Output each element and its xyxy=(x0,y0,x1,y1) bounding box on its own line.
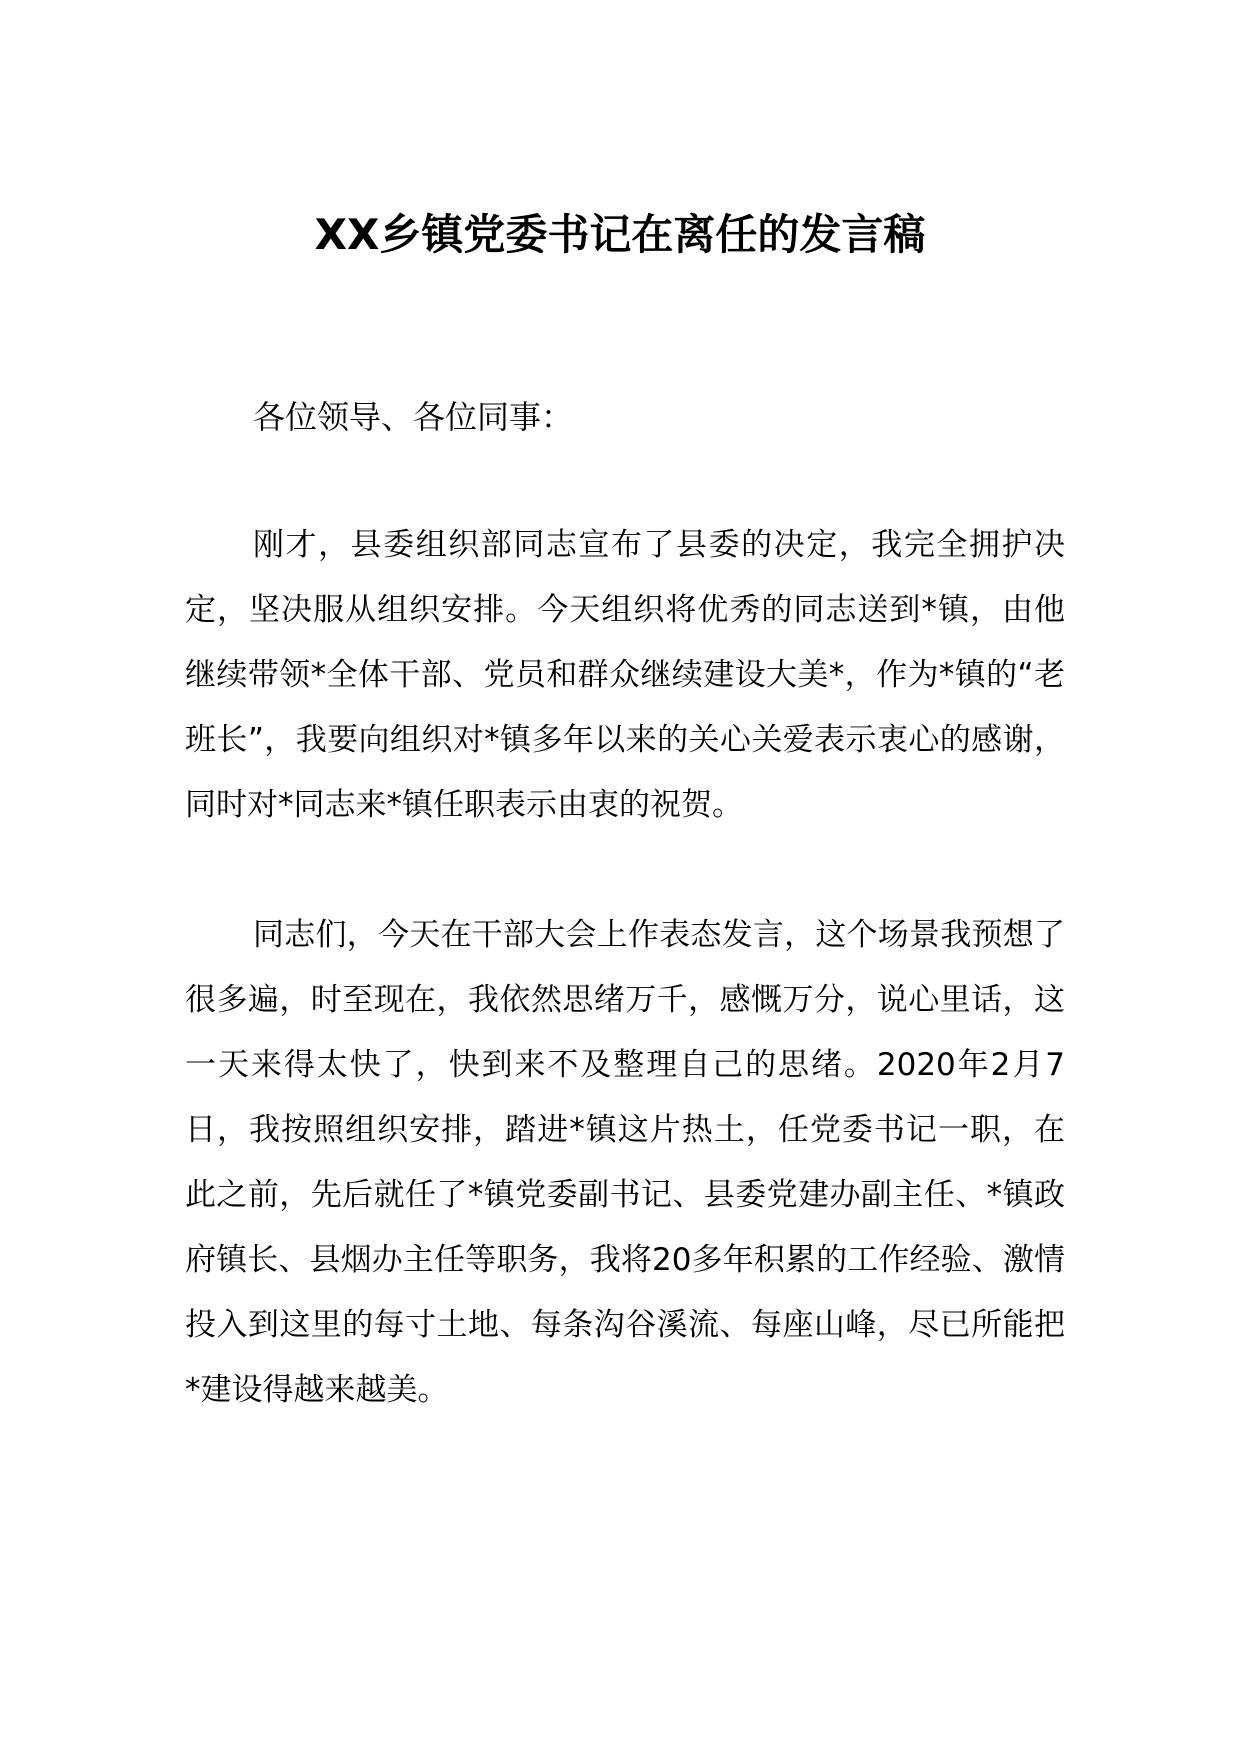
document-body xyxy=(185,385,1065,1423)
paragraph-1: 刚才，县委组织部同志宣布了县委的决定，我完全拥护决定，坚决服从组织安排。今天组织将优秀的同志送到*镇，由他继续带领*全体干部、党员和群众继续建设大美*，作为*镇的“老班长”，我要向组织对*镇多年以来的关心关爱表示衷心的感谢，同时对*同志来*镇任职表示由衷的祝贺。 xyxy=(185,527,1065,823)
salutation: 各位领导、各位同事： xyxy=(253,398,574,436)
paragraph-2: 同志们，今天在干部大会上作表态发言，这个场景我预想了很多遍，时至现在，我依然思绪万千，感慨万分，说心里话，这一天来得太快了，快到来不及整理自己的思绪。2020年2月7日，我按照组织安排，踏进*镇这片热土，任党委书记一职，在此之前，先后就任了*镇党委副书记、县委党建办副主任、*镇政府镇长、县烟办主任等职务，我将20多年积累的工作经验、激情投入到这里的每寸土地、每条沟谷溪流、每座山峰，尽已所能把*建设得越来越美。 xyxy=(185,917,1065,1408)
document-title: XX乡镇党委书记在离任的发言稿 xyxy=(314,210,926,259)
